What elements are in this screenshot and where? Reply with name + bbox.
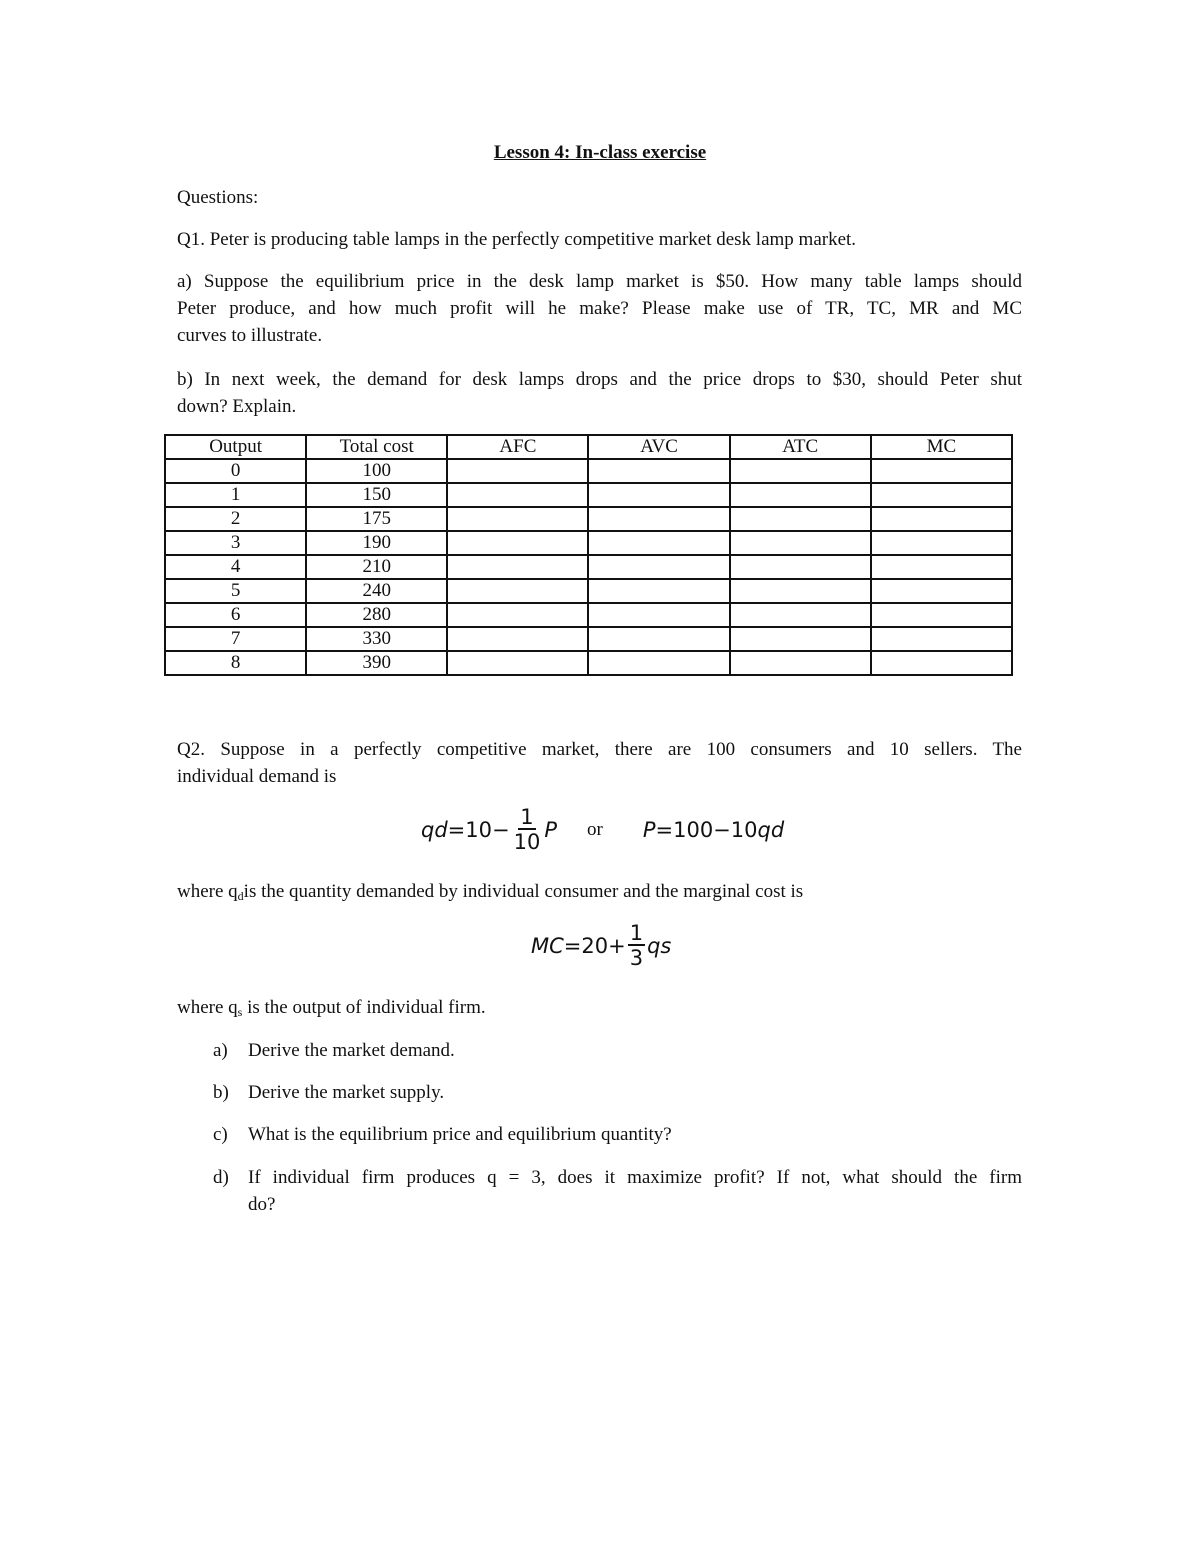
avc-cell — [588, 627, 729, 651]
formula-rhs-qd: qd — [757, 818, 785, 842]
afc-cell — [447, 651, 588, 675]
total-cost-cell: 210 — [306, 555, 447, 579]
q1-a-line1: a) Suppose the equilibrium price in the desk lamp market is $50. How many table lamps should — [177, 271, 1022, 292]
total-cost-cell: 240 — [306, 579, 447, 603]
q1-a-line2: Peter produce, and how much profit will he make? Please make use of TR, TC, MR and MC — [177, 298, 1022, 319]
qs-subscript: s — [237, 1005, 243, 1019]
atc-cell — [730, 555, 871, 579]
total-cost-cell: 150 — [306, 483, 447, 507]
atc-cell — [730, 459, 871, 483]
fraction-one-tenth — [512, 806, 543, 854]
q1-b-line2: down? Explain. — [177, 396, 297, 417]
output-cell: 3 — [165, 531, 306, 555]
q2-intro — [177, 736, 1022, 790]
qs-definition — [177, 994, 1022, 1026]
total-cost-cell: 100 — [306, 459, 447, 483]
formula-p-rhs: P — [642, 818, 656, 842]
fraction-denominator: 10 — [513, 830, 541, 854]
list-text-line1: If individual firm produces q = 3, does it maximize profit? If not, what should the firm — [248, 1167, 1022, 1188]
q1-intro: Q1. Peter is producing table lamps in the perfectly competitive market desk lamp market. — [177, 229, 857, 250]
list-marker: a) — [213, 1040, 228, 1061]
afc-cell — [447, 459, 588, 483]
table-row — [165, 459, 1012, 483]
fraction-numerator: 1 — [629, 921, 644, 945]
total-cost-cell: 175 — [306, 507, 447, 531]
afc-cell — [447, 555, 588, 579]
formula-qs: qs — [647, 934, 672, 958]
table-row — [165, 627, 1012, 651]
q1-part-a — [177, 268, 1022, 349]
formula-eq-const: =10− — [447, 818, 510, 842]
col-atc-header: ATC — [730, 435, 871, 459]
avc-cell — [588, 555, 729, 579]
formula-mc: MC — [531, 934, 564, 958]
q1-part-b — [177, 366, 1022, 420]
list-marker: d) — [213, 1167, 229, 1188]
table-row — [165, 579, 1012, 603]
qs-text-before: where q — [177, 997, 238, 1018]
atc-cell — [730, 483, 871, 507]
col-afc-header: AFC — [447, 435, 588, 459]
table-row — [165, 651, 1012, 675]
mc-cell — [871, 627, 1012, 651]
table-row — [165, 555, 1012, 579]
qd-text-before: where q — [177, 881, 238, 902]
cost-table — [164, 434, 1013, 676]
list-text-line2: do? — [248, 1194, 276, 1215]
avc-cell — [588, 483, 729, 507]
afc-cell — [447, 579, 588, 603]
table-row — [165, 507, 1012, 531]
fraction-denominator: 3 — [629, 946, 644, 970]
output-cell: 8 — [165, 651, 306, 675]
list-item — [213, 1079, 1022, 1106]
total-cost-cell: 280 — [306, 603, 447, 627]
mc-cell — [871, 579, 1012, 603]
mc-cell — [871, 603, 1012, 627]
atc-cell — [730, 603, 871, 627]
afc-cell — [447, 603, 588, 627]
q2-intro-line2: individual demand is — [177, 766, 337, 787]
total-cost-cell: 330 — [306, 627, 447, 651]
list-text: Derive the market demand. — [248, 1040, 455, 1061]
formula-qd: qd — [421, 818, 448, 842]
list-marker: c) — [213, 1124, 228, 1145]
mc-cell — [871, 531, 1012, 555]
output-cell: 5 — [165, 579, 306, 603]
questions-label: Questions: — [177, 187, 259, 208]
formula-p: P — [544, 818, 557, 842]
avc-cell — [588, 579, 729, 603]
mc-cell — [871, 651, 1012, 675]
afc-cell — [447, 531, 588, 555]
col-total-cost-header: Total cost — [306, 435, 447, 459]
list-text — [248, 1164, 1022, 1218]
qd-definition — [177, 878, 1022, 910]
q1-b-line1: b) In next week, the demand for desk lamps drops and the price drops to $30, should Peter shut — [177, 369, 1022, 390]
formula-or: or — [587, 819, 603, 840]
total-cost-cell: 190 — [306, 531, 447, 555]
col-mc-header: MC — [871, 435, 1012, 459]
output-cell: 6 — [165, 603, 306, 627]
mc-cell — [871, 483, 1012, 507]
qd-text-after: is the quantity demanded by individual consumer and the marginal cost is — [243, 881, 804, 902]
avc-cell — [588, 459, 729, 483]
afc-cell — [447, 627, 588, 651]
demand-formula — [421, 806, 784, 854]
mc-cell — [871, 507, 1012, 531]
table-row — [165, 531, 1012, 555]
list-item — [213, 1037, 1022, 1064]
formula-rhs-expr: =100−10 — [655, 818, 758, 842]
output-cell: 0 — [165, 459, 306, 483]
atc-cell — [730, 531, 871, 555]
col-output-header: Output — [165, 435, 306, 459]
atc-cell — [730, 507, 871, 531]
marginal-cost-formula — [531, 922, 671, 970]
output-cell: 4 — [165, 555, 306, 579]
list-text: Derive the market supply. — [248, 1082, 445, 1103]
afc-cell — [447, 507, 588, 531]
qd-subscript: d — [237, 889, 244, 903]
list-item — [213, 1121, 1022, 1148]
total-cost-cell: 390 — [306, 651, 447, 675]
atc-cell — [730, 627, 871, 651]
output-cell: 1 — [165, 483, 306, 507]
output-cell: 2 — [165, 507, 306, 531]
table-header-row — [165, 435, 1012, 459]
col-avc-header: AVC — [588, 435, 729, 459]
table-row — [165, 603, 1012, 627]
avc-cell — [588, 651, 729, 675]
q1-a-line3: curves to illustrate. — [177, 325, 323, 346]
afc-cell — [447, 483, 588, 507]
atc-cell — [730, 579, 871, 603]
list-marker: b) — [213, 1082, 229, 1103]
list-item — [213, 1164, 1022, 1218]
fraction-one-third — [628, 922, 645, 970]
mc-cell — [871, 555, 1012, 579]
atc-cell — [730, 651, 871, 675]
formula-mc-expr: =20+ — [563, 934, 626, 958]
list-text: What is the equilibrium price and equilibrium quantity? — [248, 1124, 672, 1145]
avc-cell — [588, 531, 729, 555]
table-row — [165, 483, 1012, 507]
page-title: Lesson 4: In-class exercise — [493, 142, 707, 163]
mc-cell — [871, 459, 1012, 483]
qs-text-after: is the output of individual firm. — [242, 997, 486, 1018]
q2-intro-line1: Q2. Suppose in a perfectly competitive market, there are 100 consumers and 10 sellers. The — [177, 739, 1022, 760]
fraction-numerator: 1 — [520, 805, 534, 829]
avc-cell — [588, 507, 729, 531]
output-cell: 7 — [165, 627, 306, 651]
avc-cell — [588, 603, 729, 627]
